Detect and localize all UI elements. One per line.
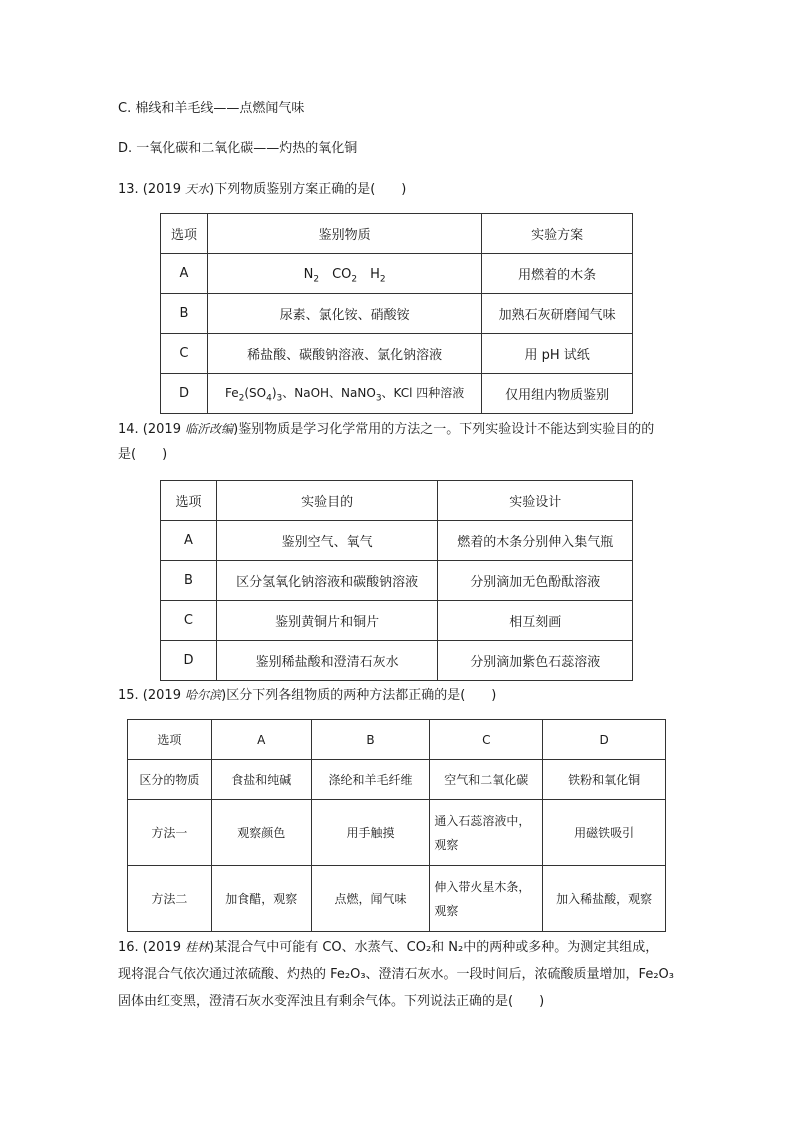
table-cell: 方法一 [128, 800, 212, 866]
table-cell: 鉴别稀盐酸和澄清石灰水 [216, 641, 438, 681]
question-16-line-2: 现将混合气依次通过浓硫酸、灼热的 Fe₂O₃、澄清石灰水。一段时间后，浓硫酸质量增加，Fe₂O₃ [118, 967, 674, 982]
question-13-stem [118, 180, 406, 199]
table-cell: D [161, 374, 208, 414]
table-cell: $N_2$ $CO_2$ $H_2$ [207, 254, 481, 294]
question-text: )下列物质鉴别方案正确的是( ) [209, 182, 407, 197]
table-cell: 食盐和纯碱 [211, 760, 311, 800]
question-text: )某混合气中可能有 CO、水蒸气、CO₂和 N₂中的两种或多种。为测定其组成， [209, 940, 659, 955]
table-cell: 用 pH 试纸 [482, 334, 633, 374]
question-16-stem [118, 934, 678, 1015]
question-14-stem-cont: 是( ) [118, 447, 168, 462]
table-header-row [128, 720, 666, 760]
table-cell: C [161, 601, 217, 641]
question-14-table [160, 480, 633, 681]
table-header: 选项 [128, 720, 212, 760]
table-cell: 相互刻画 [438, 601, 633, 641]
table-cell: 稀盐酸、碳酸钠溶液、氯化钠溶液 [207, 334, 481, 374]
question-13-table [160, 213, 633, 414]
table-cell: B [161, 294, 208, 334]
table-cell: $Fe_2(SO_4)_3$、NaOH、NaNO$_3$、KCl 四种溶液 [207, 374, 481, 414]
table-cell: 用燃着的木条 [482, 254, 633, 294]
table-cell: 观察颜色 [211, 800, 311, 866]
table-cell: 用磁铁吸引 [543, 800, 666, 866]
table-cell: 区分的物质 [128, 760, 212, 800]
question-15-stem [118, 686, 496, 705]
table-row [161, 561, 633, 601]
table-cell: 伸入带火星木条，观察 [430, 866, 543, 932]
table-header: B [311, 720, 430, 760]
question-number: 16. (2019 [118, 940, 186, 955]
table-cell: 仅用组内物质鉴别 [482, 374, 633, 414]
question-15-table [127, 719, 666, 932]
question-number: 14. (2019 [118, 422, 186, 437]
table-cell: C [161, 334, 208, 374]
table-cell: D [161, 641, 217, 681]
table-row [128, 760, 666, 800]
table-cell: 鉴别空气、氧气 [216, 521, 438, 561]
question-16-line-3: 固体由红变黑，澄清石灰水变浑浊且有剩余气体。下列说法正确的是( ) [118, 994, 545, 1009]
table-row [161, 294, 633, 334]
question-source: 哈尔滨 [185, 688, 222, 702]
question-source: 天水 [185, 182, 210, 196]
question-number: 13. (2019 [118, 182, 186, 197]
table-cell: 点燃，闻气味 [311, 866, 430, 932]
table-cell: 通入石蕊溶液中，观察 [430, 800, 543, 866]
question-source: 临沂改编 [185, 422, 234, 436]
table-cell: 加熟石灰研磨闻气味 [482, 294, 633, 334]
option-c: C. 棉线和羊毛线——点燃闻气味 [118, 101, 305, 116]
table-header: 实验设计 [438, 481, 633, 521]
table-header: 选项 [161, 214, 208, 254]
question-source: 桂林 [185, 940, 210, 954]
table-cell: 鉴别黄铜片和铜片 [216, 601, 438, 641]
table-row [161, 601, 633, 641]
table-row [161, 641, 633, 681]
table-cell: 加入稀盐酸，观察 [543, 866, 666, 932]
table-cell: 区分氢氧化钠溶液和碳酸钠溶液 [216, 561, 438, 601]
table-row [128, 800, 666, 866]
question-number: 15. (2019 [118, 688, 186, 703]
table-cell: 尿素、氯化铵、硝酸铵 [207, 294, 481, 334]
table-header: 鉴别物质 [207, 214, 481, 254]
table-header-row [161, 481, 633, 521]
table-row [161, 521, 633, 561]
table-header: 实验方案 [482, 214, 633, 254]
table-cell: 分别滴加紫色石蕊溶液 [438, 641, 633, 681]
question-14-stem [118, 420, 654, 439]
table-cell: A [161, 521, 217, 561]
table-header: A [211, 720, 311, 760]
table-header: C [430, 720, 543, 760]
table-row [161, 334, 633, 374]
question-16-line-1 [118, 934, 678, 961]
table-row [128, 866, 666, 932]
table-header: D [543, 720, 666, 760]
table-header: 选项 [161, 481, 217, 521]
table-header-row [161, 214, 633, 254]
table-cell: 方法二 [128, 866, 212, 932]
table-cell: 加食醋，观察 [211, 866, 311, 932]
question-text: )鉴别物质是学习化学常用的方法之一。下列实验设计不能达到实验目的的 [233, 422, 655, 437]
table-cell: 空气和二氧化碳 [430, 760, 543, 800]
table-cell: 涤纶和羊毛纤维 [311, 760, 430, 800]
table-cell: 燃着的木条分别伸入集气瓶 [438, 521, 633, 561]
table-row [161, 374, 633, 414]
table-row [161, 254, 633, 294]
table-header: 实验目的 [216, 481, 438, 521]
table-cell: B [161, 561, 217, 601]
table-cell: 分别滴加无色酚酞溶液 [438, 561, 633, 601]
table-cell: A [161, 254, 208, 294]
option-d: D. 一氧化碳和二氧化碳——灼热的氧化铜 [118, 141, 358, 156]
question-text: )区分下列各组物质的两种方法都正确的是( ) [221, 688, 497, 703]
table-cell: 铁粉和氧化铜 [543, 760, 666, 800]
table-cell: 用手触摸 [311, 800, 430, 866]
